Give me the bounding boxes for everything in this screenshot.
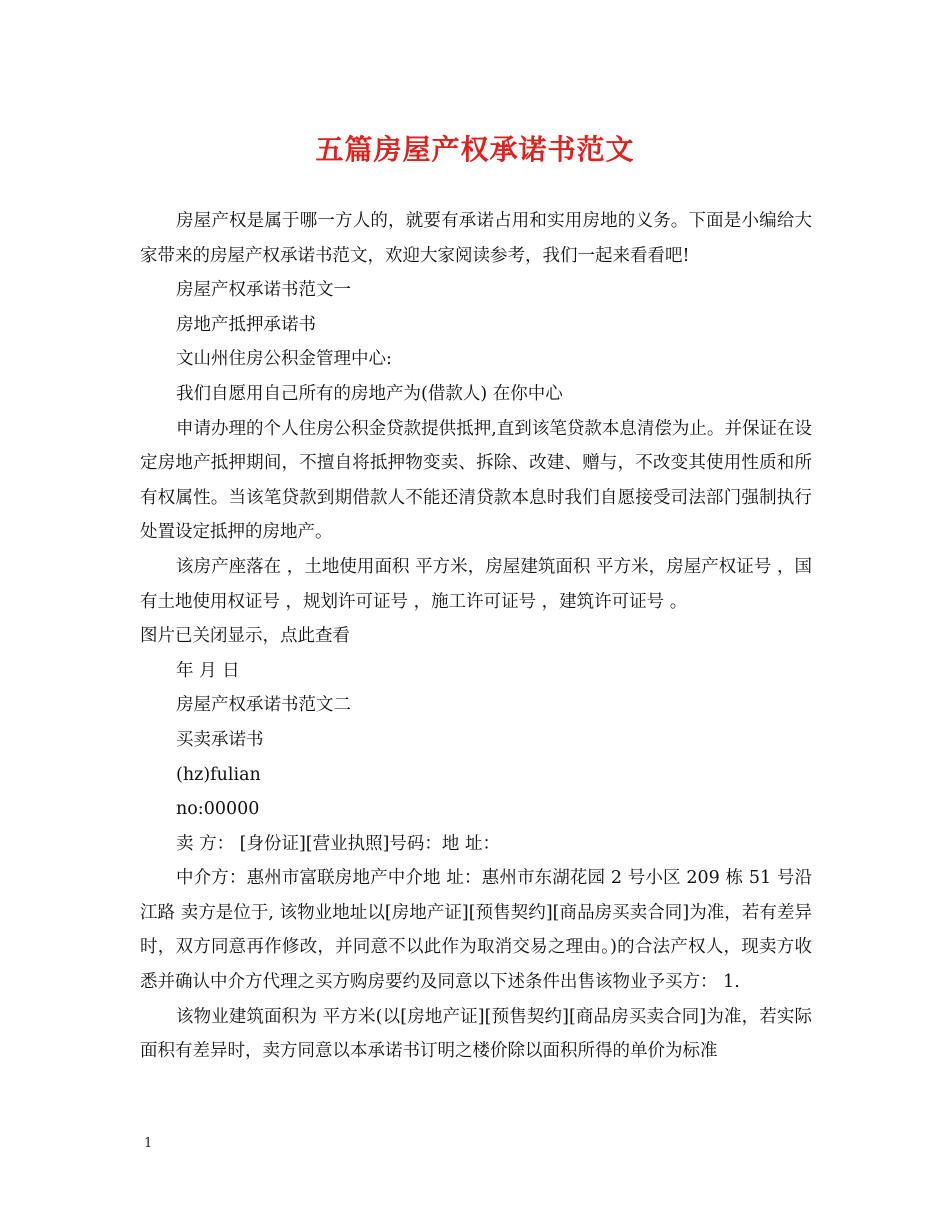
subheading-sale-pledge: 买卖承诺书 [176,729,264,750]
section-heading-one: 房屋产权承诺书范文一 [176,280,351,301]
date-line: 年 月 日 [176,660,240,681]
document-number: no:00000 [176,799,260,820]
seller-line: 卖 方： [身份证][营业执照]号码：地 址： [176,833,500,854]
document-title: 五篇房屋产权承诺书范文 [315,133,635,166]
reference-code: (hz)fulian [176,764,261,785]
paragraph-property-details: 该房产座落在 ，土地使用面积 平方米，房屋建筑面积 平方米，房屋产权证号 ，国有土地使用权证号 ，规划许可证号 ，施工许可证号 ，建筑许可证号 。 [140,556,812,612]
paragraph-area-terms: 该物业建筑面积为 平方米(以[房地产证][预售契约][商品房买卖合同]为准，若实际面积有差异时，卖方同意以本承诺书订明之楼价除以面积所得的单价为标准 [140,1006,812,1062]
document-body [140,204,812,1069]
subheading-mortgage-pledge: 房地产抵押承诺书 [176,314,316,335]
paragraph-pledge-terms: 申请办理的个人住房公积金贷款提供抵押,直到该笔贷款本息清偿为止。并保证在设定房地产抵押期间，不擅自将抵押物变卖、拆除、改建、赠与，不改变其使用性质和所有权属性。当该笔贷款到期借款人不能还清贷款本息时我们自愿接受司法部门强制执行处置设定抵押的房地产。 [140,418,812,543]
image-hidden-link[interactable]: 图片已关闭显示，点此查看 [140,626,350,647]
section-heading-two: 房屋产权承诺书范文二 [176,695,351,716]
addressee: 文山州住房公积金管理中心: [176,349,392,370]
paragraph-intro: 房屋产权是属于哪一方人的，就要有承诺占用和实用房地的义务。下面是小编给大家带来的房屋产权承诺书范文，欢迎大家阅读参考，我们一起来看看吧! [140,211,812,266]
paragraph-agent-terms: 中介方：惠州市富联房地产中介地 址：惠州市东湖花园 2 号小区 209 栋 51 号沿江路 卖方是位于, 该物业地址以[房地产证][预售契约][商品房买卖合同]为准，若有差异时，双方同意再作修改，并同意不以此作为取消交易之理由。)的合法产权人，现卖方收悉并确认中介方代理之买方购房要约及同意以下述条件出售该物业予买方： 1. [140,868,812,993]
paragraph-pledge-start: 我们自愿用自己所有的房地产为(借款人) 在你中心 [176,383,563,404]
page-number: 1 [144,1136,153,1151]
